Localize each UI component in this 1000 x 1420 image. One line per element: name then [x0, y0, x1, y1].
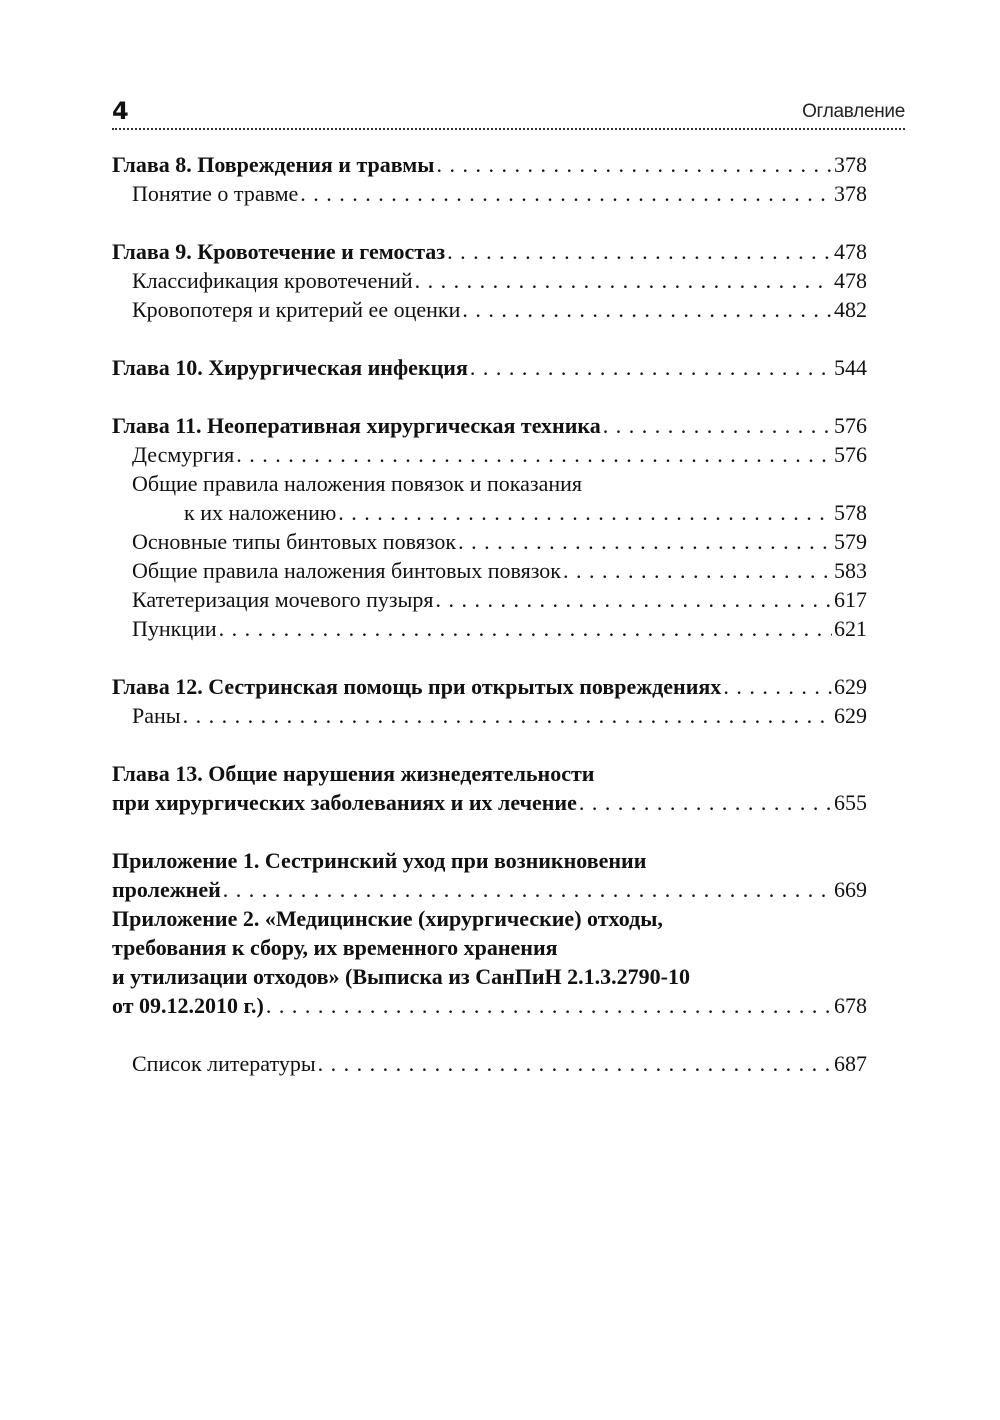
running-title: Оглавление	[802, 101, 905, 122]
toc-entry-section[interactable]	[112, 440, 867, 469]
dot-leader	[236, 440, 832, 469]
toc-entry-chapter-13-line1[interactable]	[112, 759, 867, 788]
toc-entry-section[interactable]	[112, 701, 867, 730]
toc-entry-section-line1[interactable]	[112, 469, 867, 498]
dot-leader	[318, 1049, 832, 1078]
toc-entry-page: 629	[834, 674, 867, 699]
dot-leader	[563, 556, 832, 585]
toc-entry-appendix-2-line2[interactable]	[112, 933, 867, 962]
page-number: 4	[112, 97, 129, 125]
toc-entry-appendix-1-line1[interactable]	[112, 846, 867, 875]
toc-entry-page: 576	[834, 413, 867, 438]
toc-entry-title: Глава 8. Повреждения и травмы	[112, 152, 435, 177]
dot-leader	[470, 353, 832, 382]
toc-entry-page: 478	[834, 239, 867, 264]
toc-entry-page: 678	[834, 993, 867, 1018]
toc-entry-section[interactable]	[112, 295, 867, 324]
dot-leader	[462, 295, 832, 324]
toc-entry-appendix-1-line2[interactable]	[112, 875, 867, 904]
toc-entry-title: Список литературы	[132, 1051, 316, 1076]
toc-entry-title: к их наложению	[184, 500, 337, 525]
toc-entry-page: 617	[834, 587, 867, 612]
toc-entry-page: 478	[834, 268, 867, 293]
toc-entry-appendix-2-line1[interactable]	[112, 904, 867, 933]
dot-leader	[223, 875, 832, 904]
toc-entry-chapter-10[interactable]	[112, 353, 867, 382]
toc-entry-title: и утилизации отходов» (Выписка из СанПиН 2.1.3.2790-10	[112, 964, 690, 989]
spacer	[112, 382, 867, 411]
dot-leader	[219, 614, 832, 643]
toc-entry-appendix-2-line3[interactable]	[112, 962, 867, 991]
toc-entry-title: Катетеризация мочевого пузыря	[132, 587, 434, 612]
toc-entry-page: 687	[834, 1051, 867, 1076]
toc-entry-section[interactable]	[112, 614, 867, 643]
toc-entry-title: Классификация кровотечений	[132, 268, 413, 293]
spacer	[112, 208, 867, 237]
toc-entry-title: Приложение 2. «Медицинские (хирургические) отходы,	[112, 906, 663, 931]
toc-entry-title: требования к сбору, их временного хранения	[112, 935, 558, 960]
dot-leader	[300, 179, 832, 208]
dot-leader	[579, 788, 832, 817]
toc-entry-title: Глава 13. Общие нарушения жизнедеятельности	[112, 761, 595, 786]
toc-entry-title: Пункции	[132, 616, 217, 641]
dot-leader	[415, 266, 832, 295]
spacer	[112, 324, 867, 353]
toc-entry-title: Глава 11. Неоперативная хирургическая техника	[112, 413, 601, 438]
toc-entry-chapter-13-line2[interactable]	[112, 788, 867, 817]
toc-entry-page: 576	[834, 442, 867, 467]
spacer	[112, 730, 867, 759]
toc-entry-page: 629	[834, 703, 867, 728]
toc-entry-title: от 09.12.2010 г.)	[112, 993, 264, 1018]
dot-leader	[723, 672, 832, 701]
toc-entry-chapter-12[interactable]	[112, 672, 867, 701]
toc-entry-section[interactable]	[112, 266, 867, 295]
page-header	[112, 96, 905, 136]
header-dotted-rule	[112, 128, 905, 130]
dot-leader	[338, 498, 832, 527]
spacer	[112, 643, 867, 672]
toc-entry-page: 378	[834, 152, 867, 177]
toc-entry-title: Глава 9. Кровотечение и гемостаз	[112, 239, 446, 264]
spacer	[112, 817, 867, 846]
toc-entry-page: 482	[834, 297, 867, 322]
dot-leader	[447, 237, 832, 266]
dot-leader	[458, 527, 832, 556]
toc-entry-section[interactable]	[112, 556, 867, 585]
toc-entry-page: 579	[834, 529, 867, 554]
toc-entry-section[interactable]	[112, 527, 867, 556]
toc-entry-title: пролежней	[112, 877, 221, 902]
toc-entry-page: 378	[834, 181, 867, 206]
toc-entry-title: Понятие о травме	[132, 181, 299, 206]
toc-entry-page: 669	[834, 877, 867, 902]
toc-entry-references[interactable]	[112, 1049, 867, 1078]
toc-entry-appendix-2-line4[interactable]	[112, 991, 867, 1020]
dot-leader	[603, 411, 832, 440]
spacer	[112, 1020, 867, 1049]
toc-entry-title: Глава 12. Сестринская помощь при открытых повреждениях	[112, 674, 722, 699]
toc-entry-title: Десмургия	[132, 442, 235, 467]
toc-entry-section[interactable]	[112, 179, 867, 208]
toc-entry-title: Основные типы бинтовых повязок	[132, 529, 457, 554]
toc-entry-page: 544	[834, 355, 867, 380]
toc-entry-title: Глава 10. Хирургическая инфекция	[112, 355, 468, 380]
toc-entry-title: Кровопотеря и критерий ее оценки	[132, 297, 461, 322]
dot-leader	[183, 701, 832, 730]
toc-entry-page: 655	[834, 790, 867, 815]
toc-entry-title: Общие правила наложения повязок и показания	[132, 471, 583, 496]
toc-entry-title: Раны	[132, 703, 181, 728]
toc-entry-page: 583	[834, 558, 867, 583]
toc-entry-chapter-9[interactable]	[112, 237, 867, 266]
dot-leader	[436, 150, 832, 179]
toc-entry-chapter-8[interactable]	[112, 150, 867, 179]
toc-entry-title: Общие правила наложения бинтовых повязок	[132, 558, 561, 583]
dot-leader	[436, 585, 833, 614]
dot-leader	[266, 991, 832, 1020]
table-of-contents	[112, 150, 867, 1078]
toc-entry-title: при хирургических заболеваниях и их лечение	[112, 790, 577, 815]
toc-entry-page: 578	[834, 500, 867, 525]
toc-entry-chapter-11[interactable]	[112, 411, 867, 440]
toc-entry-title: Приложение 1. Сестринский уход при возникновении	[112, 848, 647, 873]
toc-entry-section-line2[interactable]	[112, 498, 867, 527]
toc-entry-page: 621	[834, 616, 867, 641]
toc-entry-section[interactable]	[112, 585, 867, 614]
